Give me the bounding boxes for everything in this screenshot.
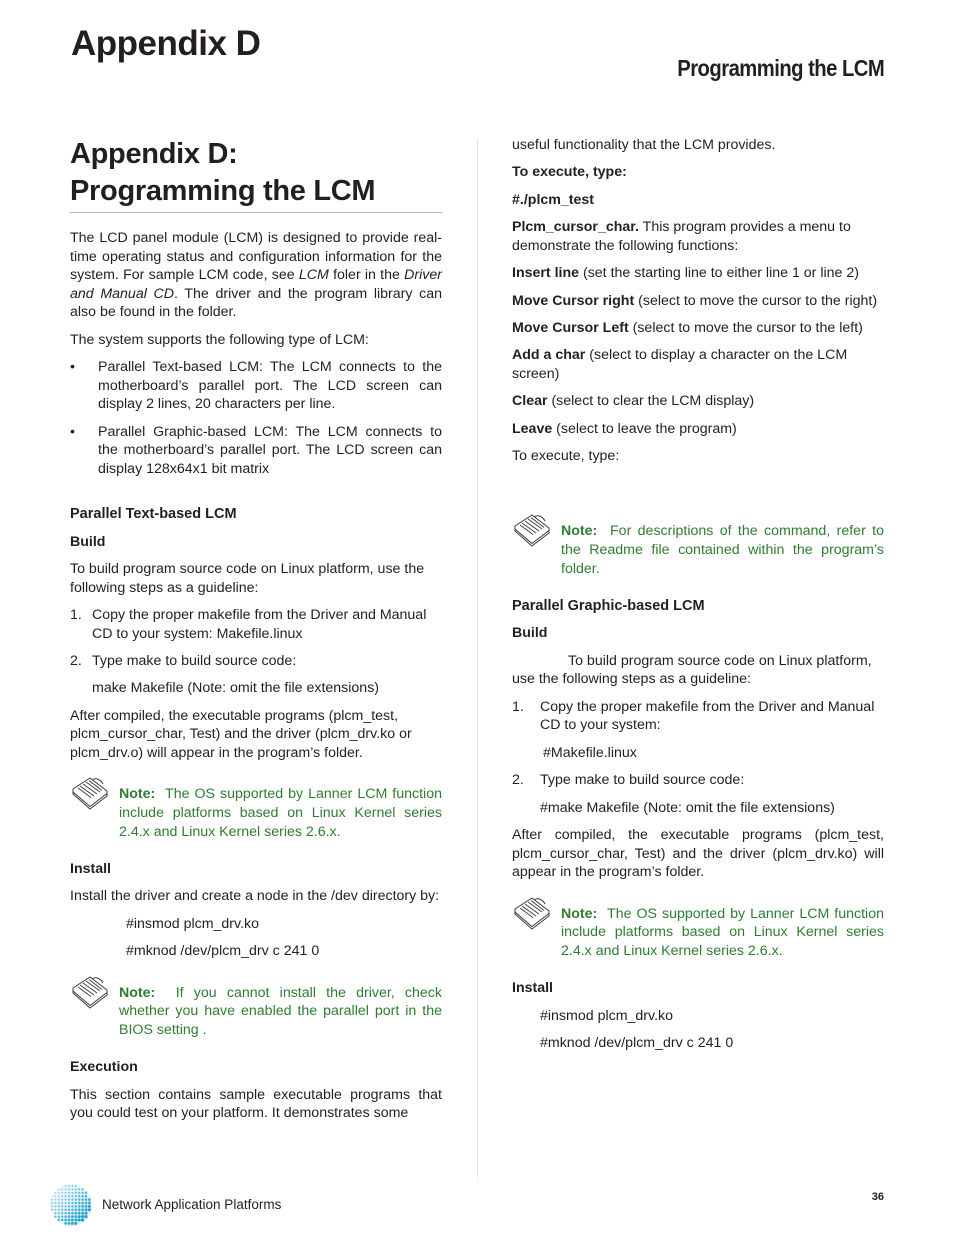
function-desc: (select to clear the LCM display) — [547, 393, 755, 410]
note-pad-icon — [512, 895, 552, 935]
function-name: Add a char — [512, 347, 586, 364]
step-text: Copy the proper makefile from the Driver and Manual CD to your system: — [540, 698, 875, 734]
left-column — [70, 136, 442, 1132]
step-number: 2. — [70, 653, 82, 670]
cursor-char-name: Plcm_cursor_char. — [512, 219, 639, 236]
function-name: Leave — [512, 420, 553, 437]
after-compiled-text: After compiled, the executable programs (plcm_test, plcm_cursor_char, Test) and the driver (plcm_drv.ko or plcm_drv.o) will appear in the program’s folder. — [70, 707, 412, 762]
function-desc: (select to move the cursor to the left) — [628, 319, 863, 336]
build-heading: Build — [512, 625, 548, 642]
insmod-command: #insmod plcm_drv.ko — [540, 1007, 673, 1024]
function-desc: (select to leave the program) — [552, 420, 737, 437]
note-text: The OS supported by Lanner LCM function include platforms based on Linux Kernel series 2.4.x and Linux Kernel series 2.6.x. — [561, 905, 884, 959]
function-item — [512, 264, 884, 283]
note-os-support — [70, 785, 442, 841]
note-pad-icon — [70, 974, 110, 1014]
after-compiled-text: After compiled, the executable programs (plcm_test, plcm_cursor_char, Test) and the driver (plcm_drv.ko) will appear in the program’s folder. — [512, 826, 884, 881]
execution-heading: Execution — [70, 1059, 138, 1076]
intro-lcm: LCM — [298, 267, 329, 284]
cursor-char-text: This program provides a menu to demonstrate the following functions: — [512, 219, 851, 254]
step-number: 2. — [512, 772, 524, 789]
note-text: If you cannot install the driver, check whether you have enabled the parallel port in the BIOS setting . — [119, 984, 442, 1038]
function-name: Clear — [512, 393, 548, 410]
insmod-command: #insmod plcm_drv.ko — [126, 915, 259, 932]
function-item — [512, 319, 884, 338]
note-label: Note: — [119, 786, 156, 803]
intro-cd: Driver and Manual CD — [70, 267, 442, 302]
function-item — [512, 346, 884, 383]
step-1 — [70, 606, 442, 643]
install-heading: Install — [70, 861, 111, 877]
step-number: 1. — [512, 698, 524, 715]
step-text: Type make to build source code: — [92, 653, 297, 670]
globe-dots-logo — [49, 1183, 93, 1227]
note-label: Note: — [119, 984, 156, 1001]
build-intro: To build program source code on Linux platform, use the following steps as a guideline: — [512, 652, 872, 688]
section-header: Programming the LCM — [676, 55, 884, 81]
function-item — [512, 292, 884, 311]
note-pad-icon — [512, 512, 552, 552]
lcm-type-list — [70, 358, 442, 478]
function-desc: (set the starting line to either line 1 or line 2) — [579, 265, 859, 282]
install-text: Install the driver and create a node in the /dev directory by: — [70, 888, 440, 905]
note-readme — [512, 522, 884, 578]
page-number: 36 — [871, 1191, 884, 1203]
right-column — [512, 136, 884, 1061]
graphic-lcm-heading: Parallel Graphic-based LCM — [512, 598, 705, 615]
list-item: • Parallel Graphic-based LCM: The LCM connects to the motherboard’s parallel port. The LCD screen can display 128x64x1 bit matrix — [70, 423, 442, 479]
step-text: Copy the proper makefile from the Driver and Manual CD to your system: Makefile.linux — [92, 607, 427, 642]
note-text: For descriptions of the command, refer to the Readme file contained within the program’s folder. — [561, 523, 884, 577]
plcm-test-command: #./plcm_test — [512, 191, 595, 208]
execution-cont: useful functionality that the LCM provides. — [512, 137, 776, 153]
supports-text: The system supports the following type of LCM: — [70, 331, 369, 348]
mknod-command: #mknod /dev/plcm_drv c 241 0 — [126, 943, 320, 960]
function-name: Insert line — [512, 265, 580, 282]
step-text: Type make to build source code: — [540, 772, 745, 789]
function-item — [512, 420, 884, 439]
step-1 — [512, 698, 884, 735]
text-lcm-heading: Parallel Text-based LCM — [70, 506, 237, 523]
note-os-support — [512, 905, 884, 961]
list-item: • Parallel Text-based LCM: The LCM connects to the motherboard’s parallel port. The LCD screen can display 2 lines, 20 characters per line. — [70, 358, 442, 414]
appendix-header: Appendix D — [71, 24, 261, 63]
page-title-line2: Programming the LCM — [70, 175, 376, 207]
step-number: 1. — [70, 607, 82, 624]
footer-brand: Network Application Platforms — [102, 1197, 282, 1212]
note-label: Note: — [561, 905, 598, 922]
note-parallel-port — [70, 984, 442, 1040]
makefile-name: #Makefile.linux — [543, 744, 637, 761]
mknod-command: #mknod /dev/plcm_drv c 241 0 — [540, 1034, 734, 1051]
note-label: Note: — [561, 523, 598, 540]
make-command: make Makefile (Note: omit the file extensions) — [92, 680, 380, 697]
to-execute-heading: To execute, type: — [512, 164, 627, 181]
install-heading: Install — [512, 980, 553, 997]
note-text: The OS supported by Lanner LCM function include platforms based on Linux Kernel series 2.4.x and Linux Kernel series 2.6.x. — [119, 786, 442, 840]
intro-text-b: foler in the — [328, 267, 405, 284]
build-heading: Build — [70, 533, 106, 550]
function-name: Move Cursor right — [512, 292, 635, 309]
function-desc: (select to display a character on the LCM screen) — [512, 347, 848, 382]
page-title-line1: Appendix D: — [70, 138, 238, 170]
to-execute-text: To execute, type: — [512, 448, 620, 465]
function-desc: (select to move the cursor to the right) — [634, 292, 878, 309]
execution-text: This section contains sample executable programs that you could test on your platform. It demonstrates some — [70, 1086, 442, 1122]
intro-text-c: . The driver and the program library can also be found in the folder. — [70, 285, 442, 321]
page-title — [70, 136, 442, 213]
step-2 — [70, 652, 442, 671]
build-intro: To build program source code on Linux platform, use the following steps as a guideline: — [70, 561, 425, 596]
note-pad-icon — [70, 775, 110, 815]
step-2 — [512, 771, 884, 790]
function-item — [512, 392, 884, 411]
cursor-char-desc — [512, 218, 884, 255]
make-command: #make Makefile (Note: omit the file extensions) — [540, 799, 835, 816]
intro-text-a: The LCD panel module (LCM) is designed to provide real-time operating status and configuration information for the system. For sample LCM code, see — [70, 230, 442, 284]
function-name: Move Cursor Left — [512, 319, 629, 336]
column-divider — [477, 140, 478, 1178]
intro-paragraph — [70, 229, 442, 322]
